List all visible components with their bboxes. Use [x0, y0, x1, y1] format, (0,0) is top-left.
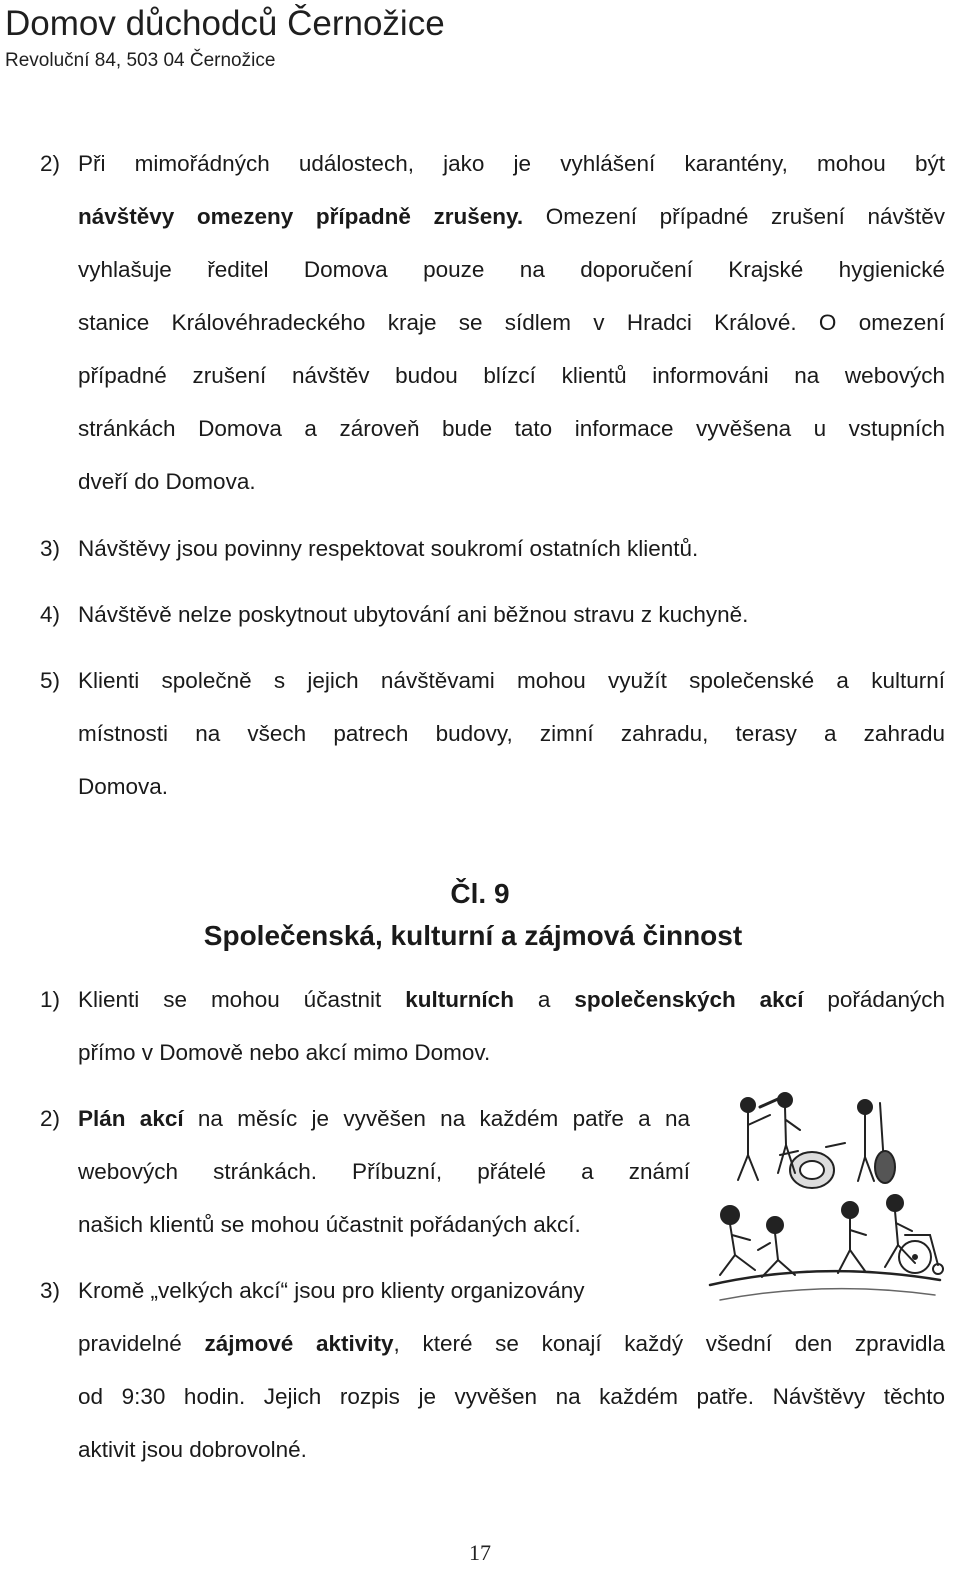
text-line [78, 1092, 690, 1145]
bold-text: společenských akcí [574, 987, 804, 1012]
text-line: vyhlašuje ředitel Domova pouze na doporučení Krajské hygienické [78, 257, 945, 282]
text-line: od 9:30 hodin. Jejich rozpis je vyvěšen na každém patře. Návštěvy těchto [78, 1384, 945, 1409]
list-number: 3) [40, 536, 61, 561]
institution-name: Domov důchodců Černožice [5, 4, 445, 43]
text-span: pořádaných [803, 987, 945, 1012]
document-header [5, 2, 445, 74]
text-line: místnosti na všech patrech budovy, zimní zahradu, terasy a zahradu [78, 721, 945, 746]
text-line: Návštěvy jsou povinny respektovat soukromí ostatních klientů. [78, 536, 699, 561]
list-number: 5) [40, 668, 61, 693]
bold-text: Plán akcí [78, 1106, 184, 1131]
text-span: Klienti se mohou účastnit [78, 987, 406, 1012]
text-line: případné zrušení návštěv budou blízcí klientů informováni na webových [78, 363, 945, 388]
text-line: aktivit jsou dobrovolné. [78, 1437, 307, 1462]
text-line: Návštěvě nelze poskytnout ubytování ani běžnou stravu z kuchyně. [78, 602, 749, 627]
text-line: Při mimořádných událostech, jako je vyhlášení karantény, mohou být [78, 151, 945, 176]
text-span: Omezení případné zrušení návštěv [523, 204, 945, 229]
article-title: Společenská, kulturní a zájmová činnost [203, 920, 743, 951]
list-number: 2) [40, 1106, 61, 1131]
article-number: Čl. 9 [450, 878, 510, 909]
bold-text: zájmové aktivity [204, 1331, 394, 1356]
list-number: 2) [40, 151, 61, 176]
text-line [78, 1317, 945, 1370]
text-line [78, 973, 945, 1026]
list-number: 3) [40, 1278, 61, 1303]
text-line: dveří do Domova. [78, 469, 256, 494]
page-number: 17 [469, 1540, 491, 1565]
list-number: 4) [40, 602, 61, 627]
text-line: našich klientů se mohou účastnit pořádaných akcí. [78, 1212, 581, 1237]
institution-address: Revoluční 84, 503 04 Černožice [5, 50, 276, 71]
text-line: přímo v Domově nebo akcí mimo Domov. [78, 1040, 491, 1065]
text-line: Klienti společně s jejich návštěvami mohou využít společenské a kulturní [78, 668, 945, 693]
text-line: stránkách Domova a zároveň bude tato informace vyvěšena u vstupních [78, 416, 945, 441]
text-line: Kromě „velkých akcí“ jsou pro klienty organizovány [78, 1278, 585, 1303]
text-line: Domova. [78, 774, 169, 799]
bold-text: kulturních [405, 987, 514, 1012]
social-activities-clipart-icon [700, 1085, 955, 1315]
text-line: webových stránkách. Příbuzní, přátelé a známí [78, 1159, 690, 1184]
list-number: 1) [40, 987, 61, 1012]
bold-text: návštěvy omezeny případně zrušeny. [78, 204, 524, 229]
text-span: pravidelné [78, 1331, 205, 1356]
text-line: stanice Královéhradeckého kraje se sídlem v Hradci Králové. O omezení [78, 310, 945, 335]
text-span: na měsíc je vyvěšen na každém patře a na [183, 1106, 690, 1131]
text-span: , které se konají každý všední den zpravidla [393, 1331, 945, 1356]
text-line [78, 190, 945, 243]
text-span: a [513, 987, 575, 1012]
